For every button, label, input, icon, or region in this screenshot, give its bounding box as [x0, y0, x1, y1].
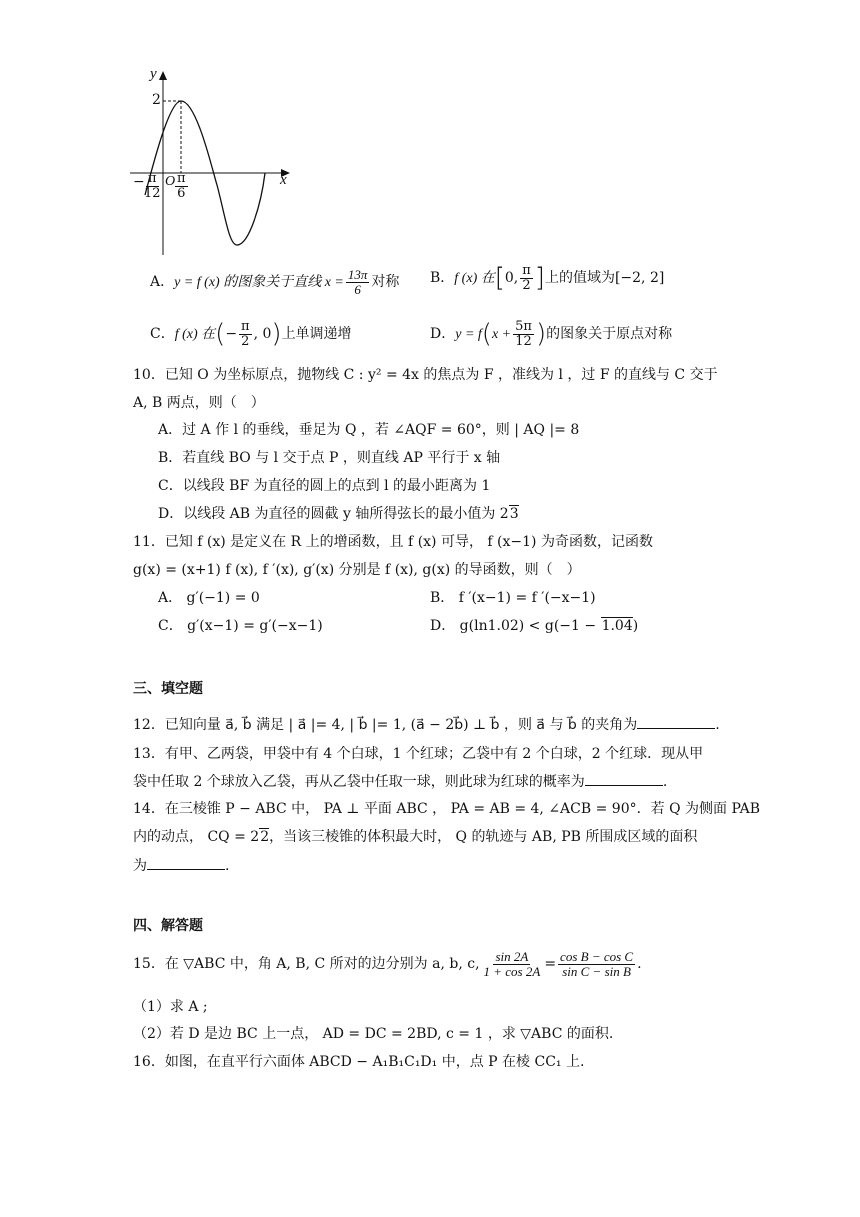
q15-part1: （1）求 A ;	[133, 999, 208, 1015]
graph-y-tick: 2	[152, 92, 161, 108]
sqrt-2: 2	[260, 829, 270, 845]
graph-y-label: y	[150, 66, 157, 82]
graph-neg-sign: −	[133, 174, 145, 190]
q12: 12．已知向量 a⃗, b⃗ 满足 | a⃗ |= 4, | b⃗ |= 1, (a⃗ − 2b⃗) ⊥ b⃗ ，则 a⃗ 与 b⃗ 的夹角为 .	[133, 714, 720, 734]
q10-option-a: A．过 A 作 l 的垂线，垂足为 Q ，若 ∠AQF = 60°，则 | AQ |= 8	[158, 422, 580, 438]
q10-option-c: C．以线段 BF 为直径的圆上的点到 l 的最小距离为 1	[158, 478, 491, 494]
q11-option-d: D． g(ln1.02) < g(−1 − 1.04)	[430, 618, 639, 634]
answer-blank	[147, 855, 225, 870]
q14-line1: 14．在三棱锥 P − ABC 中， PA ⊥ 平面 ABC ， PA = AB = 4, ∠ACB = 90°．若 Q 为侧面 PAB	[133, 801, 760, 817]
q9-option-c: C．f (x) 在(− $\frac{\pi}{2}$ , 0)上单调递增	[150, 319, 352, 350]
q10-stem-line1: 10．已知 O 为坐标原点，抛物线 C : y² = 4x 的焦点为 F ，准线为 l ，过 F 的直线与 C 交于	[133, 367, 718, 383]
graph-x-label: x	[280, 172, 287, 188]
q15-part2: （2）若 D 是边 BC 上一点， AD = DC = 2BD, c = 1 ，求 ▽ABC 的面积.	[133, 1026, 614, 1042]
sqrt-3: 3	[509, 506, 519, 522]
q10-option-b: B．若直线 BO 与 l 交于点 P ，则直线 AP 平行于 x 轴	[158, 450, 501, 466]
q13-line1: 13．有甲、乙两袋，甲袋中有 4 个白球，1 个红球；乙袋中有 2 个白球，2 个红球．现从甲	[133, 746, 704, 762]
graph-neg-tick: $\frac{\pi}{12}$	[144, 171, 161, 201]
section-fill-in-title: 三、填空题	[133, 681, 203, 697]
q14-line3: 为 .	[133, 855, 229, 875]
q10-option-d: D．以线段 AB 为直径的圆截 y 轴所得弦长的最小值为 23	[158, 506, 519, 522]
q11-option-a: A． g′(−1) = 0	[158, 590, 260, 606]
q11-option-c: C． g′(x−1) = g′(−x−1)	[158, 618, 323, 634]
q11-stem-line1: 11．已知 f (x) 是定义在 R 上的增函数，且 f (x) 可导， f (x−1) 为奇函数，记函数	[133, 534, 653, 550]
q14-line2: 内的动点， CQ = 22，当该三棱锥的体积最大时， Q 的轨迹与 AB, PB 所围成区域的面积	[133, 829, 698, 845]
sqrt-1-04: 1.04	[601, 618, 633, 634]
q11-stem-line2: g(x) = (x+1) f (x), f ′(x), g′(x) 分别是 f (x), g(x) 的导函数，则（ ）	[133, 562, 581, 578]
answer-blank	[637, 714, 715, 729]
section-solutions-title: 四、解答题	[133, 918, 203, 934]
q16: 16．如图，在直平行六面体 ABCD − A₁B₁C₁D₁ 中，点 P 在棱 CC₁ 上.	[133, 1054, 585, 1070]
answer-blank	[585, 771, 663, 786]
y-axis-arrow	[159, 71, 167, 80]
q9-option-b: B．f (x) 在[0, $\frac{\pi}{2}$ ]上的值域为[−2, 2]	[430, 263, 665, 294]
q11-option-b: B． f ′(x−1) = f ′(−x−1)	[430, 590, 596, 606]
graph-pos-tick: $\frac{\pi}{6}$	[177, 171, 186, 201]
q15-stem: 15．在 ▽ABC 中，角 A, B, C 所对的边分别为 a, b, c, $\frac{\sin 2A}{1 + \cos 2A}$ = $\frac{\text{cos B − cos C}}{\text{sin C − sin B}}$ .	[133, 949, 642, 979]
sine-graph	[125, 65, 295, 260]
q10-stem-line2: A, B 两点，则（ ）	[133, 395, 265, 411]
q9-option-a: A．y = f (x) 的图象关于直线 x = $\frac{13\pi}{6}$ 对称	[150, 267, 400, 297]
graph-origin-label: O	[165, 174, 176, 189]
q13-line2: 袋中任取 2 个球放入乙袋，再从乙袋中任取一球，则此球为红球的概率为 .	[133, 771, 667, 791]
q9-option-d: D．y = f(x + $\frac{5\pi}{12}$ )的图象关于原点对称	[430, 319, 673, 350]
